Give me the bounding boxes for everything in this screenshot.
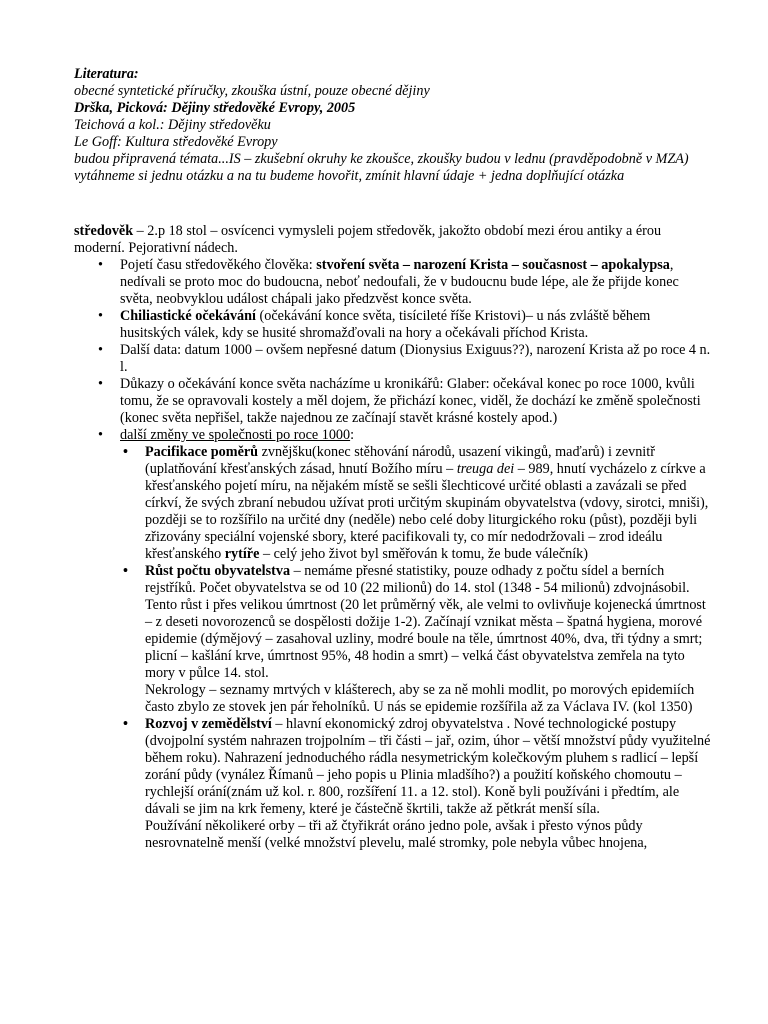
- sub-bullet-paragraph: Používání několikeré orby – tři až čtyřikrát oráno jedno pole, avšak i přesto výnos půdy nesrovnatelně menší (velké množství plevelu, malé stromky, pole nebyla vůbec hnojena,: [145, 818, 648, 851]
- main-bullet-list: [74, 257, 714, 852]
- bullet-text: :: [350, 427, 355, 443]
- bullet-text: Pojetí času středověkého člověka:: [120, 257, 317, 273]
- bullet-underline: další změny ve společnosti po roce 1000: [120, 427, 351, 443]
- intro-paragraph: [74, 223, 714, 257]
- sub-bullet-bold: Růst počtu obyvatelstva: [145, 563, 291, 579]
- literature-book-drska: Drška, Picková: Dějiny středověké Evropy, 2005: [74, 100, 356, 116]
- literature-exam-info: [74, 151, 714, 185]
- bullet-bold: Chiliastické očekávání: [120, 308, 256, 324]
- literature-note: obecné syntetické příručky, zkouška ústní, pouze obecné dějiny: [74, 83, 430, 99]
- sub-bullet-text: – 989, hnutí vycházelo z církve a křesťanského pojetí míru, na nějakém místě se sešli šlechticové určité oblasti a zavázali se před církví, že svých zbraní nebudou užívat proti určitým skupinám obyvatelstva (vdovy, sirotci, mniši), později se to rozšířilo na určité dny (neděle) nebo celé doby liturgického roku (půst), později byli zřizovány speciální vojenské sbory, které pacifikovali ty, co mír nedodržovali – zrod ideálu křesťanského: [145, 461, 709, 562]
- intro-text: – 2.p 18 stol – osvícenci vymysleli pojem středověk, jakožto období mezi érou antiky a érou moderní. Pejorativní nádech.: [74, 223, 662, 256]
- bullet-chiliasm: [120, 308, 714, 342]
- bullet-changes: [120, 427, 714, 852]
- bullet-text: Důkazy o očekávání konce světa nacházíme u kronikářů: Glaber: očekával konec po roce 1000, kvůli tomu, že se opravovali kostely a měl dojem, že přichází konec, viděl, že dochází ke změně společnosti (konec světa nepřišel, takže najednou ze začínají stavět krásné kostely apod.): [120, 376, 701, 426]
- bullet-text: Další data: datum 1000 – ovšem nepřesné datum (Dionysius Exiguus??), narození Krista až po roce 4 n. l.: [120, 342, 711, 375]
- literature-book-legoff: Le Goff: Kultura středověké Evropy: [74, 134, 278, 150]
- sub-bullet-paragraph: Nekrology – seznamy mrtvých v klášterech, aby se za ně mohli modlit, po morových epidemiích často zbylo ze stovek jen pár řeholníků. U nás se epidemie rozšířila až za Václava IV. (kol 1350): [145, 682, 695, 715]
- section-gap: [74, 185, 714, 223]
- bullet-dates: [120, 342, 714, 376]
- sub-bullet-text: – celý jeho život byl směřován k tomu, že bude válečník): [259, 546, 588, 562]
- literature-heading: Literatura:: [74, 66, 139, 82]
- sub-bullet-bold: rytíře: [224, 546, 260, 562]
- bullet-text: , nedívali se proto moc do budoucna, neboť nedoufali, že v budoucnu bude lépe, ale že přijde konec světa, neobvyklou událost chápali jako předzvěst konce světa.: [120, 257, 679, 307]
- document-page: [74, 66, 714, 852]
- sub-bullet-text: – hlavní ekonomický zdroj obyvatelstva . Nové technologické postupy (dvojpolní systém nahrazen trojpolním – tři části – jař, ozim, úhor – větší množství půdy využitelné během roku). Nahrazení jednoduchého rádla nesymetrickým kolečkovým pluhem s radlicí – lepší zorání půdy (vynález Římanů – jeho popis u Plinia mladšího?) a použití koňského chomoutu – rychlejší orání(znám už kol. r. 800, rozšíření 11. a 12. stol). Koně byli používáni i předtím, ale dávali se jim na krk řemeny, které je částečně škrtili, takže až pětkrát menší síla.: [145, 716, 711, 817]
- literature-section: [74, 66, 714, 185]
- sub-bullet-italic: treuga dei: [456, 461, 515, 477]
- literature-book-teichova: Teichová a kol.: Dějiny středověku: [74, 117, 271, 133]
- bullet-text: (očekávání konce světa, tisícileté říše Kristovi)– u nás zvláště během husitských válek, kdy se husité shromažďovali na hory a očekávali příchod Krista.: [120, 308, 651, 341]
- exam-info-details: – zkušební okruhy ke zkoušce, zkoušky budou v lednu (pravděpodobně v MZA) vytáhneme si jednu otázku a na tu budeme hovořit, zmínit hlavní údaje + jedna doplňující otázka: [74, 151, 689, 184]
- sub-bullet-pacification: [145, 444, 714, 563]
- sub-bullet-bold: Pacifikace poměrů: [145, 444, 259, 460]
- sub-bullet-text: zvnějšku(konec stěhování národů, usazení vikingů, maďarů) i zevnitř (uplatňování křesťanských zásad, hnutí Božího míru –: [145, 444, 655, 477]
- bullet-bold: stvoření světa – narození Krista – současnost – apokalypsa: [316, 257, 670, 273]
- sub-bullet-bold: Rozvoj v zemědělství: [145, 716, 272, 732]
- sub-bullet-list: [120, 444, 714, 852]
- sub-bullet-text: – nemáme přesné statistiky, pouze odhady z počtu sídel a berních rejstříků. Počet obyvatelstva se od 10 (22 milionů) do 14. stol (1348 - 54 milionů) zdvojnásobil. Tento růst i přes velikou úmrtnost (20 let průměrný věk, ale velmi to ovlivňuje kojenecká úmrtnost – z deseti novorozenců se dospělosti dožije 1-2). Začínají vznikat města – špatná hygiena, morové epidemie (dýmějový – zasahoval uzliny, modré boule na těle, úmrtnost 40%, dva, tři týdny a smrt; plicní – kašlání krve, úmrtnost 95%, 48 hodin a smrt) – velká část obyvatelstva zemřela na tyto mory v půlce 14. stol.: [145, 563, 706, 681]
- exam-info-topics: budou připravená témata...IS: [74, 151, 241, 167]
- bullet-time-concept: [120, 257, 714, 308]
- bullet-evidence: [120, 376, 714, 427]
- sub-bullet-population: [145, 563, 714, 716]
- sub-bullet-agriculture: [145, 716, 714, 852]
- intro-term: středověk: [74, 223, 134, 239]
